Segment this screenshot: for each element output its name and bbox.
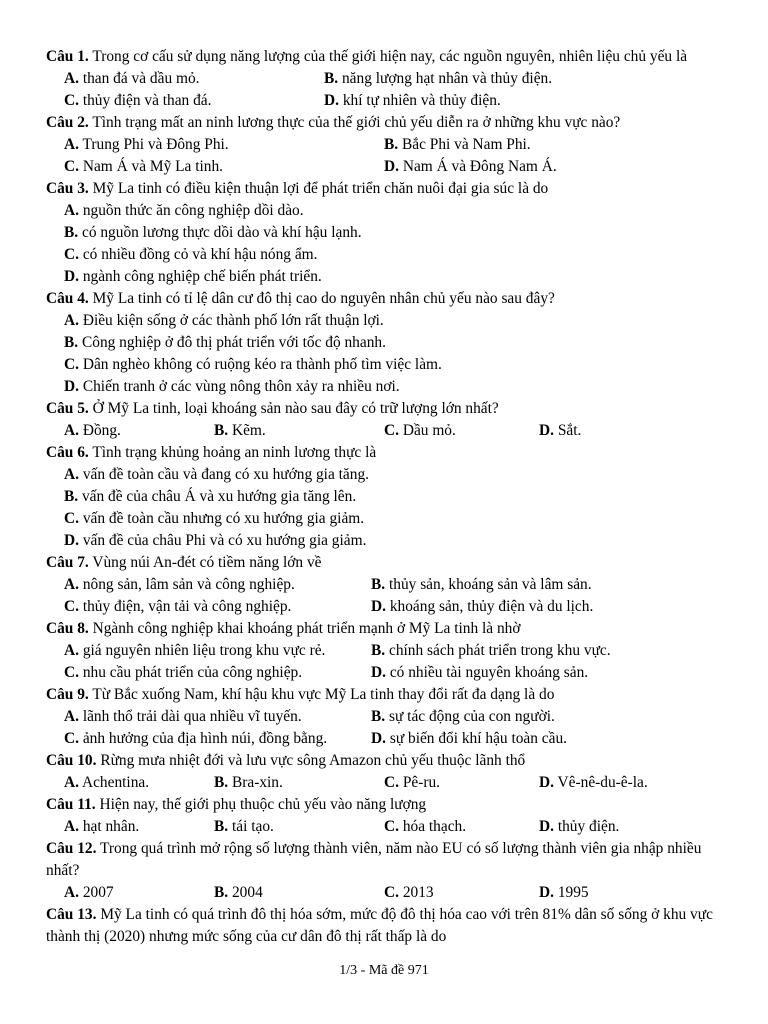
option-row xyxy=(46,68,726,90)
answer-option xyxy=(539,772,648,794)
question-text: Tình trạng khủng hoảng an ninh lương thực là xyxy=(92,444,377,461)
answer-option xyxy=(371,662,588,684)
option-label: D. xyxy=(64,532,79,549)
option-text: thủy điện và than đá. xyxy=(82,92,212,109)
option-text: ảnh hưởng của địa hình núi, đồng bằng. xyxy=(82,730,328,747)
option-text: Bắc Phi và Nam Phi. xyxy=(401,136,531,153)
option-label: A. xyxy=(64,70,79,87)
option-text: năng lượng hạt nhân và thủy điện. xyxy=(341,70,553,87)
question-stem xyxy=(46,112,726,134)
option-text: vấn đề toàn cầu nhưng có xu hướng gia giảm. xyxy=(82,510,365,527)
answer-option xyxy=(64,728,327,750)
answer-option xyxy=(539,816,619,838)
option-text: hóa thạch. xyxy=(402,818,467,835)
option-text: sự tác động của con người. xyxy=(388,708,555,725)
answer-option xyxy=(324,68,552,90)
exam-page xyxy=(46,46,726,948)
answer-option xyxy=(64,510,364,527)
option-row xyxy=(46,574,726,596)
option-text: Bra-xin. xyxy=(231,774,283,791)
option-text: vấn đề toàn cầu và đang có xu hướng gia tăng. xyxy=(82,466,369,483)
option-row xyxy=(46,772,726,794)
question-number: Câu 11. xyxy=(46,796,96,813)
option-label: D. xyxy=(371,730,386,747)
option-row xyxy=(46,420,726,442)
option-row xyxy=(46,662,726,684)
answer-option xyxy=(539,882,589,904)
page-footer: 1/3 - Mã đề 971 xyxy=(339,963,429,978)
option-label: B. xyxy=(214,884,229,901)
question-number: Câu 12. xyxy=(46,840,97,857)
option-text: Pê-ru. xyxy=(402,774,441,791)
answer-option xyxy=(214,882,263,904)
option-row xyxy=(46,640,726,662)
answer-option xyxy=(384,882,434,904)
answer-option xyxy=(64,662,302,684)
option-row xyxy=(46,156,726,178)
option-row xyxy=(46,816,726,838)
option-label: B. xyxy=(371,642,386,659)
answer-option xyxy=(539,420,581,442)
option-label: A. xyxy=(64,312,79,329)
option-row xyxy=(46,222,726,244)
option-text: Vê-nê-du-ê-la. xyxy=(557,774,648,791)
answer-option xyxy=(64,640,325,662)
option-label: C. xyxy=(384,774,399,791)
answer-option xyxy=(384,772,440,794)
option-label: C. xyxy=(64,246,79,263)
question-text: Trong cơ cấu sử dụng năng lượng của thế giới hiện nay, các nguồn nguyên, nhiên liệu chủ yếu là xyxy=(92,48,688,65)
option-text: có nhiều tài nguyên khoáng sản. xyxy=(389,664,589,681)
option-text: thủy sản, khoáng sản và lâm sản. xyxy=(388,576,592,593)
option-label: D. xyxy=(64,268,79,285)
option-label: D. xyxy=(539,818,554,835)
option-label: B. xyxy=(324,70,339,87)
answer-option xyxy=(384,420,456,442)
option-text: 2007 xyxy=(82,884,114,901)
question-number: Câu 2. xyxy=(46,114,89,131)
question-stem xyxy=(46,552,726,574)
option-label: C. xyxy=(384,422,399,439)
option-label: D. xyxy=(384,158,399,175)
option-label: B. xyxy=(214,818,229,835)
option-text: khí tự nhiên và thủy điện. xyxy=(342,92,501,109)
option-row xyxy=(46,332,726,354)
option-row xyxy=(46,310,726,332)
question-text: Mỹ La tinh có điều kiện thuận lợi để phát triển chăn nuôi đại gia súc là do xyxy=(92,180,549,197)
question-stem xyxy=(46,618,726,640)
option-label: D. xyxy=(64,378,79,395)
option-row xyxy=(46,90,726,112)
option-row xyxy=(46,508,726,530)
question-text: Trong quá trình mở rộng số lượng thành viên, năm nào EU có số lượng thành viên gia nhập nhiều nhất? xyxy=(46,840,702,879)
question-number: Câu 9. xyxy=(46,686,89,703)
option-text: nguồn thức ăn công nghiệp dồi dào. xyxy=(82,202,304,219)
question-number: Câu 3. xyxy=(46,180,89,197)
option-label: A. xyxy=(64,642,79,659)
option-label: A. xyxy=(64,774,79,791)
question-number: Câu 10. xyxy=(46,752,97,769)
option-row xyxy=(46,596,726,618)
option-row xyxy=(46,354,726,376)
answer-option xyxy=(64,90,211,112)
answer-option xyxy=(64,420,121,442)
answer-option xyxy=(64,202,304,219)
question-text: Từ Bắc xuống Nam, khí hậu khu vực Mỹ La tinh thay đổi rất đa dạng là do xyxy=(92,686,555,703)
question-stem xyxy=(46,904,726,948)
answer-option xyxy=(324,90,501,112)
answer-option xyxy=(64,706,302,728)
answer-option xyxy=(371,706,555,728)
option-text: thủy điện. xyxy=(557,818,620,835)
option-label: A. xyxy=(64,422,79,439)
option-label: C. xyxy=(64,510,79,527)
question-text: Rừng mưa nhiệt đới và lưu vực sông Amazon chủ yếu thuộc lãnh thổ xyxy=(100,752,526,769)
option-text: Dầu mỏ. xyxy=(402,422,456,439)
option-label: A. xyxy=(64,576,79,593)
question-stem xyxy=(46,750,726,772)
answer-option xyxy=(214,816,274,838)
option-label: B. xyxy=(64,224,79,241)
option-label: C. xyxy=(64,598,79,615)
answer-option xyxy=(64,488,356,505)
option-text: có nguồn lương thực dồi dào và khí hậu lạnh. xyxy=(81,224,362,241)
option-row xyxy=(46,706,726,728)
question-number: Câu 5. xyxy=(46,400,89,417)
question-number: Câu 13. xyxy=(46,906,97,923)
answer-option xyxy=(64,356,442,373)
answer-option xyxy=(214,772,283,794)
option-label: C. xyxy=(64,158,79,175)
answer-option xyxy=(64,134,229,156)
question-text: Ngành công nghiệp khai khoáng phát triển mạnh ở Mỹ La tinh là nhờ xyxy=(92,620,521,637)
option-text: Công nghiệp ở đô thị phát triển với tốc độ nhanh. xyxy=(81,334,386,351)
option-text: lãnh thổ trải dài qua nhiều vĩ tuyến. xyxy=(82,708,302,725)
option-label: C. xyxy=(64,730,79,747)
option-text: 2004 xyxy=(231,884,263,901)
option-label: A. xyxy=(64,466,79,483)
option-text: chính sách phát triển trong khu vực. xyxy=(388,642,611,659)
answer-option xyxy=(64,574,295,596)
answer-option xyxy=(384,134,531,156)
question-stem xyxy=(46,178,726,200)
option-label: A. xyxy=(64,202,79,219)
option-text: giá nguyên nhiên liệu trong khu vực rẻ. xyxy=(82,642,326,659)
question-stem xyxy=(46,794,726,816)
option-text: vấn đề của châu Á và xu hướng gia tăng lên. xyxy=(81,488,357,505)
option-row xyxy=(46,376,726,398)
answer-option xyxy=(64,466,369,483)
option-row xyxy=(46,728,726,750)
option-text: Điều kiện sống ở các thành phố lớn rất thuận lợi. xyxy=(82,312,384,329)
option-text: Chiến tranh ở các vùng nông thôn xảy ra nhiều nơi. xyxy=(82,378,400,395)
question-number: Câu 8. xyxy=(46,620,89,637)
answer-option xyxy=(64,772,149,794)
option-row xyxy=(46,200,726,222)
answer-option xyxy=(64,334,386,351)
option-label: B. xyxy=(64,334,79,351)
answer-option xyxy=(371,728,567,750)
option-text: than đá và dầu mỏ. xyxy=(82,70,200,87)
option-label: B. xyxy=(214,774,229,791)
option-label: B. xyxy=(214,422,229,439)
option-row xyxy=(46,464,726,486)
option-label: B. xyxy=(384,136,399,153)
question-number: Câu 7. xyxy=(46,554,89,571)
question-text: Mỹ La tinh có tỉ lệ dân cư đô thị cao do nguyên nhân chủ yếu nào sau đây? xyxy=(92,290,555,307)
answer-option xyxy=(64,378,400,395)
option-text: hạt nhân. xyxy=(82,818,140,835)
option-label: B. xyxy=(64,488,79,505)
answer-option xyxy=(64,224,362,241)
option-label: D. xyxy=(539,884,554,901)
answer-option xyxy=(64,532,366,549)
question-stem xyxy=(46,288,726,310)
answer-option xyxy=(64,882,114,904)
option-text: Dân nghèo không có ruộng kéo ra thành phố tìm việc làm. xyxy=(82,356,442,373)
option-label: D. xyxy=(539,774,554,791)
option-label: A. xyxy=(64,708,79,725)
option-label: B. xyxy=(371,576,386,593)
option-label: D. xyxy=(371,598,386,615)
option-label: A. xyxy=(64,884,79,901)
option-row xyxy=(46,244,726,266)
option-label: A. xyxy=(64,136,79,153)
question-text: Hiện nay, thế giới phụ thuộc chủ yếu vào năng lượng xyxy=(99,796,427,813)
option-text: nhu cầu phát triển của công nghiệp. xyxy=(82,664,303,681)
answer-option xyxy=(64,68,200,90)
option-label: C. xyxy=(64,356,79,373)
option-label: B. xyxy=(371,708,386,725)
answer-option xyxy=(371,640,611,662)
option-label: D. xyxy=(539,422,554,439)
option-text: thủy điện, vận tải và công nghiệp. xyxy=(82,598,292,615)
answer-option xyxy=(214,420,266,442)
answer-option xyxy=(384,816,466,838)
option-text: nông sản, lâm sản và công nghiệp. xyxy=(82,576,295,593)
answer-option xyxy=(64,312,384,329)
option-row xyxy=(46,486,726,508)
option-label: C. xyxy=(384,818,399,835)
option-text: khoáng sản, thủy điện và du lịch. xyxy=(389,598,594,615)
answer-option xyxy=(371,596,593,618)
question-number: Câu 1. xyxy=(46,48,89,65)
answer-option xyxy=(64,816,139,838)
option-text: sự biến đổi khí hậu toàn cầu. xyxy=(389,730,568,747)
option-text: vấn đề của châu Phi và có xu hướng gia giảm. xyxy=(82,532,367,549)
option-row xyxy=(46,266,726,288)
question-stem xyxy=(46,442,726,464)
option-text: có nhiều đồng cỏ và khí hậu nóng ẩm. xyxy=(82,246,318,263)
option-text: Sắt. xyxy=(557,422,582,439)
option-label: D. xyxy=(371,664,386,681)
question-text: Ở Mỹ La tinh, loại khoáng sản nào sau đây có trữ lượng lớn nhất? xyxy=(92,400,499,417)
answer-option xyxy=(384,156,557,178)
answer-option xyxy=(64,596,291,618)
option-label: C. xyxy=(64,664,79,681)
option-row xyxy=(46,134,726,156)
option-row xyxy=(46,882,726,904)
question-stem xyxy=(46,684,726,706)
question-text: Tình trạng mất an ninh lương thực của thế giới chủ yếu diễn ra ở những khu vực nào? xyxy=(92,114,621,131)
answer-option xyxy=(64,246,317,263)
option-text: tái tạo. xyxy=(231,818,274,835)
option-label: D. xyxy=(324,92,339,109)
question-text: Mỹ La tinh có quá trình đô thị hóa sớm, mức độ đô thị hóa cao với trên 81% dân số sống ở khu vực thành thị (2020) nhưng mức sống của cư dân đô thị rất thấp là do xyxy=(46,906,713,945)
question-stem xyxy=(46,398,726,420)
answer-option xyxy=(64,268,322,285)
question-stem xyxy=(46,46,726,68)
option-label: C. xyxy=(64,92,79,109)
question-number: Câu 4. xyxy=(46,290,89,307)
option-text: Achentina. xyxy=(81,774,150,791)
option-text: 1995 xyxy=(557,884,589,901)
option-label: A. xyxy=(64,818,79,835)
question-number: Câu 6. xyxy=(46,444,89,461)
option-text: ngành công nghiệp chế biến phát triển. xyxy=(82,268,322,285)
option-text: Đồng. xyxy=(82,422,121,439)
answer-option xyxy=(64,156,223,178)
option-text: Kẽm. xyxy=(231,422,266,439)
answer-option xyxy=(371,574,592,596)
option-row xyxy=(46,530,726,552)
option-label: C. xyxy=(384,884,399,901)
question-stem xyxy=(46,838,726,882)
option-text: Nam Á và Mỹ La tinh. xyxy=(82,158,224,175)
question-text: Vùng núi An-đét có tiềm năng lớn về xyxy=(92,554,322,571)
option-text: Trung Phi và Đông Phi. xyxy=(82,136,229,153)
option-text: Nam Á và Đông Nam Á. xyxy=(402,158,557,175)
option-text: 2013 xyxy=(402,884,434,901)
